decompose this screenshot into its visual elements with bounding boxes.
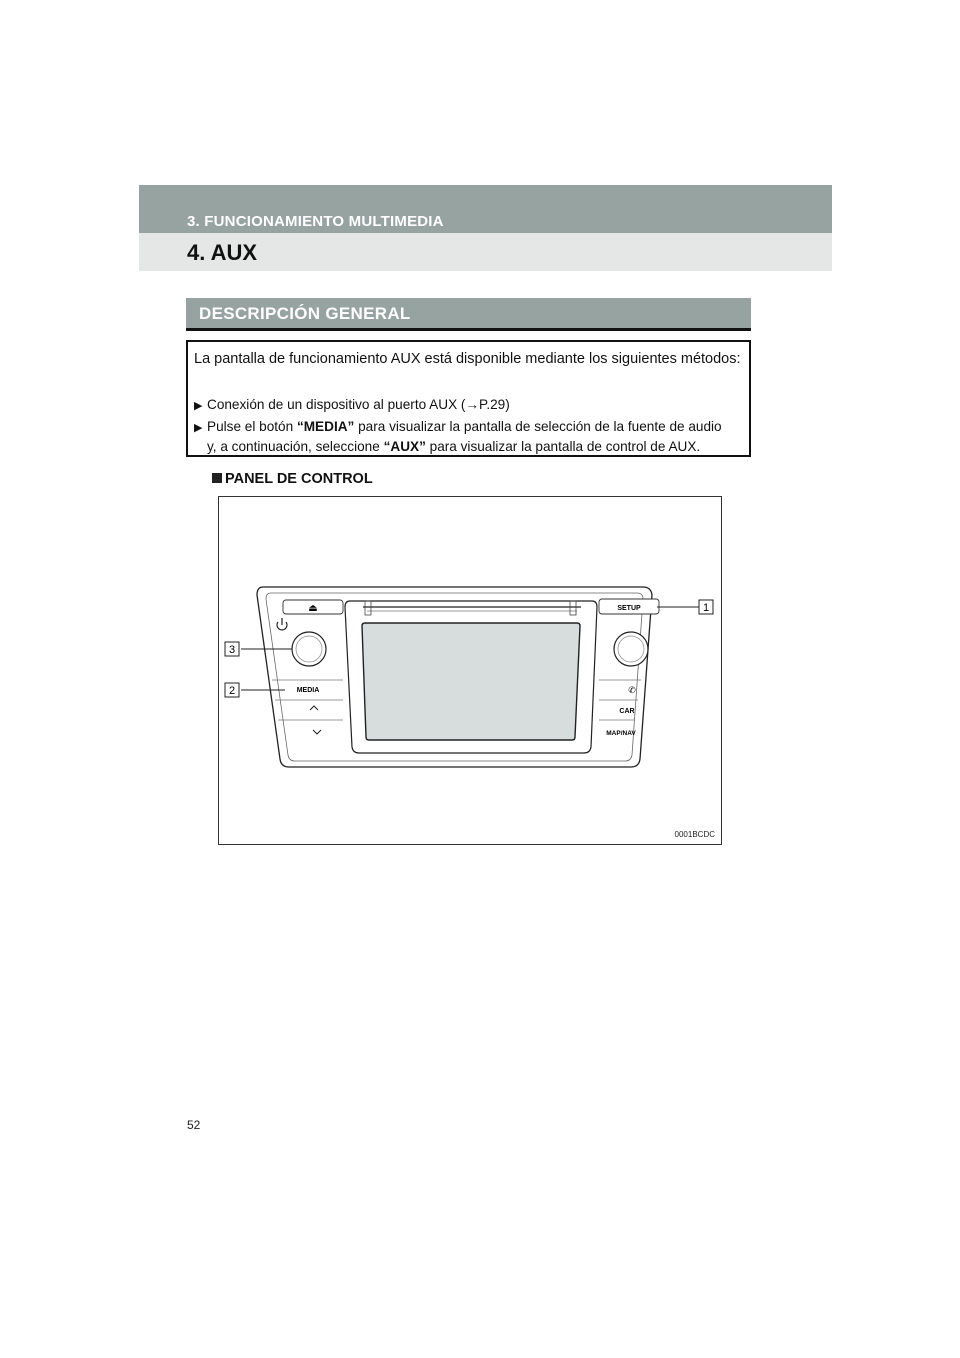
- eject-icon: ⏏: [308, 603, 318, 614]
- bullet-text: y, a continuación, seleccione: [207, 439, 384, 454]
- description-heading-bar: [186, 298, 751, 331]
- media-button-label: MEDIA: [296, 687, 320, 694]
- triangle-bullet-icon: ▶: [194, 422, 203, 434]
- bullet-text: Pulse el botón: [207, 419, 297, 434]
- bullet-text: para visualizar la pantalla de control de AUX.: [425, 439, 701, 454]
- triangle-bullet-icon: ▶: [194, 400, 203, 412]
- touch-screen: [362, 623, 580, 740]
- aux-keyword: “AUX”: [383, 439, 426, 454]
- bullet-item-media-button-cont: [207, 437, 747, 457]
- description-box: [186, 340, 751, 457]
- callout-1: 1: [702, 602, 710, 614]
- media-keyword: “MEDIA”: [296, 419, 355, 434]
- control-panel-figure: [218, 496, 722, 845]
- control-panel-illustration: [219, 497, 721, 844]
- control-panel-heading: PANEL DE CONTROL: [212, 471, 373, 487]
- setup-button-label: SETUP: [617, 605, 641, 612]
- section-title: 4. AUX: [187, 240, 258, 265]
- description-intro: La pantalla de funcionamiento AUX está disponible mediante los siguientes métodos:: [194, 351, 741, 367]
- callout-2: 2: [228, 685, 236, 697]
- bullet-item-media-button: [194, 417, 746, 438]
- bullet-text: para visualizar la pantalla de selección de la fuente de audio: [354, 419, 722, 434]
- bullet-item-aux-port: [194, 395, 746, 416]
- phone-icon: ✆: [628, 685, 636, 695]
- car-button-label: CAR: [619, 708, 635, 715]
- callout-3: 3: [228, 644, 236, 656]
- tune-scroll-knob: [614, 632, 648, 666]
- square-bullet-icon: [212, 473, 222, 483]
- description-heading: DESCRIPCIÓN GENERAL: [199, 304, 411, 323]
- bullet-text: Conexión de un dispositivo al puerto AUX (→P.29): [207, 397, 510, 412]
- chapter-title: 3. FUNCIONAMIENTO MULTIMEDIA: [187, 213, 444, 230]
- image-code: 0001BCDC: [674, 830, 715, 839]
- map-nav-button-label: MAP/NAV: [606, 730, 636, 737]
- page-number: 52: [187, 1118, 201, 1132]
- power-volume-knob: [292, 632, 326, 666]
